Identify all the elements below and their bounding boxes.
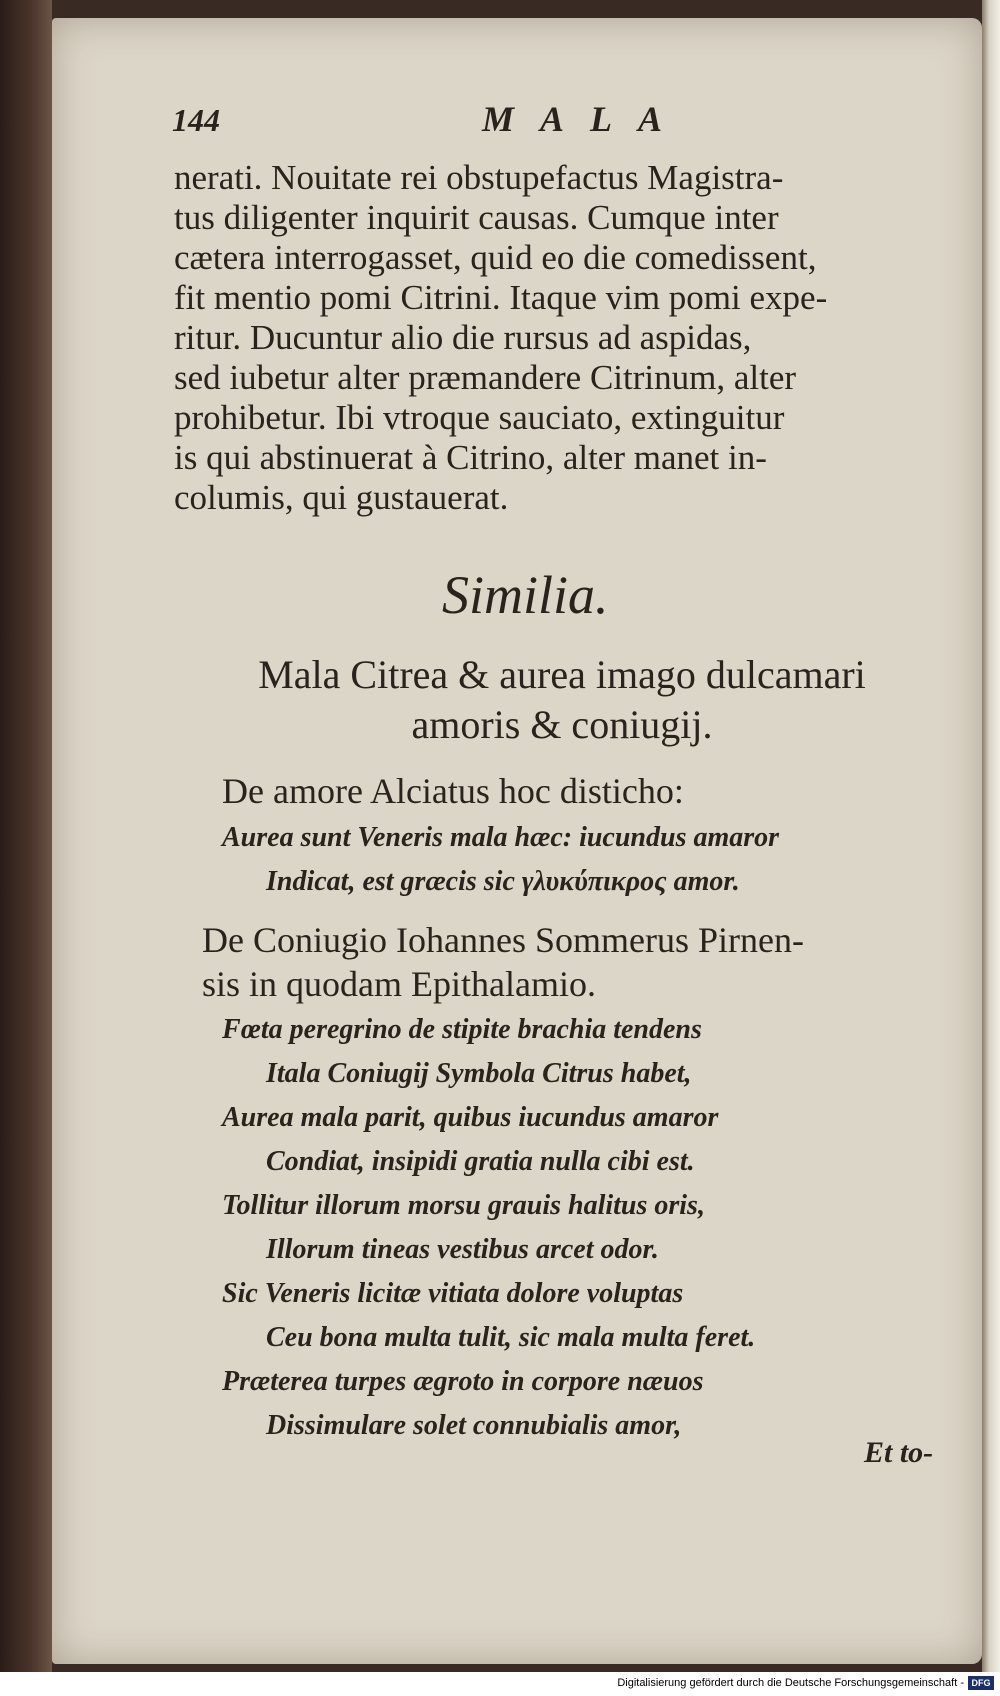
verse-line: Fœta peregrino de stipite brachia tendens: [222, 1014, 702, 1045]
subheading: [192, 650, 932, 750]
verse-line: Præterea turpes ægroto in corpore næuos: [222, 1366, 704, 1397]
poem-intro-line: De Coniugio Iohannes Sommerus Pirnen-: [202, 920, 804, 960]
verse-line: Illorum tineas vestibus arcet odor.: [266, 1234, 659, 1265]
poem-intro: [202, 918, 942, 1006]
distich-verse: [222, 816, 942, 904]
catchword: Et to-: [864, 1436, 934, 1469]
body-line: cætera interrogasset, quid eo die comedissent,: [174, 238, 817, 277]
subheading-line: Mala Citrea & aurea imago dulcamari: [258, 652, 866, 697]
running-title: MALA: [482, 99, 689, 139]
verse-line: Sic Veneris licitæ vitiata dolore voluptas: [222, 1278, 684, 1309]
book-page: [52, 18, 982, 1664]
verse-line: Tollitur illorum morsu grauis halitus oris,: [222, 1190, 705, 1221]
distich-intro: De amore Alciatus hoc disticho:: [222, 771, 684, 811]
verse-line: Dissimulare solet connubialis amor,: [266, 1410, 682, 1441]
verse-line: Indicat, est græcis sic γλυκύπικρος amor.: [266, 866, 740, 897]
body-line: prohibetur. Ibi vtroque sauciato, extinguitur: [174, 398, 785, 437]
footer-bar: [0, 1672, 1000, 1696]
body-line: tus diligenter inquirit causas. Cumque inter: [174, 198, 779, 237]
section-heading: Similia.: [442, 565, 609, 625]
body-line: nerati. Nouitate rei obstupefactus Magistra-: [174, 158, 784, 197]
book-spine: [0, 0, 52, 1672]
verse-line: Ceu bona multa tulit, sic mala multa feret.: [266, 1322, 756, 1353]
body-line: sed iubetur alter præmandere Citrinum, alter: [174, 358, 797, 397]
body-line: fit mentio pomi Citrini. Itaque vim pomi expe-: [174, 278, 828, 317]
body-line: is qui abstinuerat à Citrino, alter manet in-: [174, 438, 767, 477]
page-edge: [982, 0, 1000, 1672]
body-line: ritur. Ducuntur alio die rursus ad aspidas,: [174, 318, 752, 357]
dfg-logo-icon: DFG: [968, 1676, 994, 1690]
poem-intro-line: sis in quodam Epithalamio.: [202, 964, 596, 1004]
verse-line: Condiat, insipidi gratia nulla cibi est.: [266, 1146, 695, 1177]
epithalamium-poem: [222, 1008, 942, 1448]
running-head: [172, 92, 732, 152]
verse-line: Itala Coniugij Symbola Citrus habet,: [266, 1058, 692, 1089]
subheading-line: amoris & coniugij.: [411, 702, 713, 747]
body-text: [174, 158, 934, 518]
body-line: columis, qui gustauerat.: [174, 478, 509, 517]
verse-line: Aurea mala parit, quibus iucundus amaror: [222, 1102, 719, 1133]
verse-line: Aurea sunt Veneris mala hæc: iucundus amaror: [222, 822, 780, 853]
page-number: 144: [172, 102, 220, 138]
funding-credit: Digitalisierung gefördert durch die Deutsche Forschungsgemeinschaft -: [617, 1677, 964, 1689]
